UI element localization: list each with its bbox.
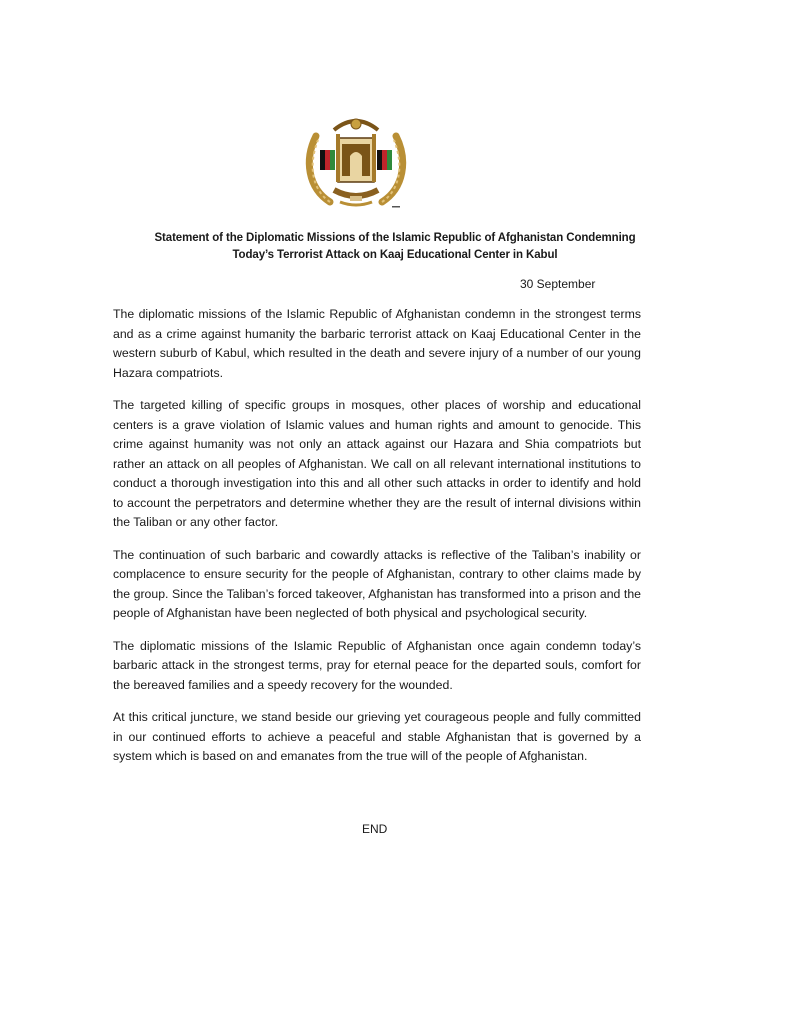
paragraph-4: The diplomatic missions of the Islamic Republic of Afghanistan once again condemn today’s barbaric attack in the strongest terms, pray for eternal peace for the departed souls, comfort for the bereaved families and a speedy recovery for the wounded. [113,638,641,692]
title-line-2: Today’s Terrorist Attack on Kaaj Educational Center in Kabul [232,249,558,261]
statement-date: 30 September [520,277,596,291]
paragraph-1: The diplomatic missions of the Islamic Republic of Afghanistan condemn in the strongest terms and as a crime against humanity the barbaric terrorist attack on Kaaj Educational Center in the western suburb of Kabul, which resulted in the death and severe injury of a number of our young Hazara compatriots. [113,307,641,380]
afghanistan-emblem-icon [300,110,412,210]
title-line-1: Statement of the Diplomatic Missions of the Islamic Republic of Afghanistan Condemning [154,232,636,244]
statement-title [100,230,690,264]
paragraph-5: At this critical juncture, we stand beside our grieving yet courageous people and fully committed in our continued efforts to achieve a peaceful and stable Afghanistan that is governed by a system which is based on and emanates from the true will of the people of Afghanistan. [113,710,641,763]
statement-body [113,305,641,780]
paragraph-2: The targeted killing of specific groups in mosques, other places of worship and educational centers is a grave violation of Islamic values and human rights and amount to genocide. This crime against humanity was not only an attack against our Hazara and Shia compatriots but rather an attack on all peoples of Afghanistan. We call on all relevant international institutions to conduct a thorough investigation into this and all other such attacks in order to identify and hold to account the perpetrators and determine whether they are the result of internal divisions within the Taliban or any other factor. [113,398,641,529]
emblem-graphic [300,110,412,210]
end-marker: END [362,822,388,836]
paragraph-3: The continuation of such barbaric and cowardly attacks is reflective of the Taliban’s inability or complacence to ensure security for the people of Afghanistan, contrary to other claims made by the group. Since the Taliban’s forced takeover, Afghanistan has transformed into a prison and the people of Afghanistan have been neglected of both physical and psychological security. [113,547,641,620]
